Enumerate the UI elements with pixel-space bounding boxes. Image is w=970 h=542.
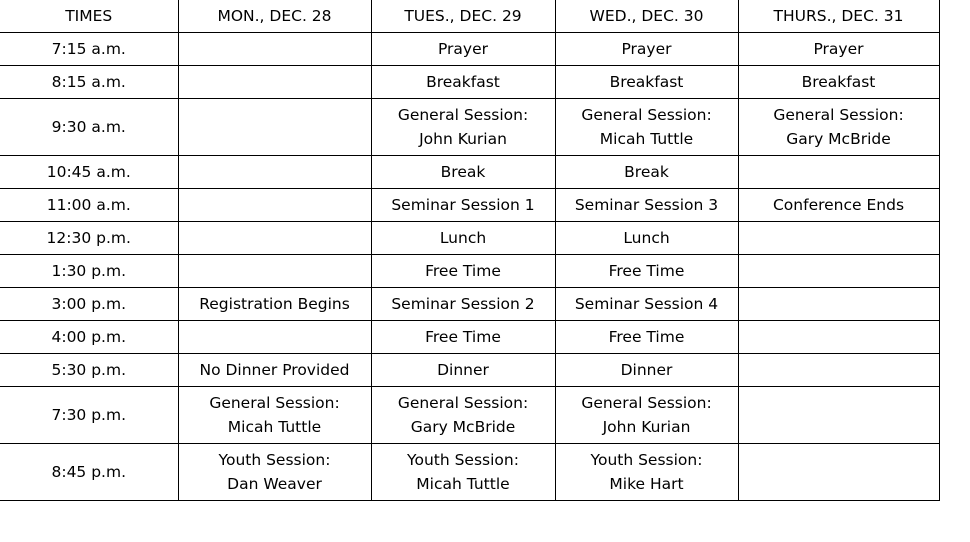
time-cell: 8:15 a.m. — [0, 66, 178, 99]
event-cell-mon — [178, 222, 371, 255]
event-text: Breakfast — [426, 73, 500, 91]
event-cell-tues — [371, 66, 555, 99]
schedule-body — [0, 33, 939, 501]
event-cell-mon — [178, 33, 371, 66]
event-cell-thurs — [738, 288, 939, 321]
event-cell-wed — [555, 156, 738, 189]
event-text: Prayer — [813, 40, 864, 58]
event-text: Micah Tuttle — [416, 475, 510, 493]
event-cell-mon — [178, 189, 371, 222]
event-text: General Session: — [581, 106, 712, 124]
event-cell-wed — [555, 444, 738, 501]
event-text: General Session: — [397, 394, 529, 412]
event-cell-tues — [371, 222, 555, 255]
event-text: Lunch — [623, 229, 670, 247]
event-text: Free Time — [425, 328, 501, 346]
event-text: Seminar Session 2 — [391, 295, 535, 313]
header-tues-dec-29: TUES., DEC. 29 — [371, 0, 555, 33]
event-cell-wed — [555, 189, 738, 222]
event-text: Seminar Session 1 — [391, 196, 535, 214]
table-row — [0, 321, 939, 354]
event-cell-mon — [178, 444, 371, 501]
event-cell-wed — [555, 354, 738, 387]
event-text: Micah Tuttle — [599, 130, 694, 148]
event-cell-mon — [178, 321, 371, 354]
table-row — [0, 99, 939, 156]
table-row — [0, 255, 939, 288]
event-text: Free Time — [608, 328, 685, 346]
event-text: John Kurian — [602, 418, 691, 436]
event-cell-tues — [371, 288, 555, 321]
event-text: Mike Hart — [609, 475, 684, 493]
schedule-header — [0, 0, 939, 33]
event-cell-thurs — [738, 255, 939, 288]
time-cell: 7:30 p.m. — [0, 387, 178, 444]
event-cell-wed — [555, 66, 738, 99]
event-cell-thurs — [738, 66, 939, 99]
time-cell: 5:30 p.m. — [0, 354, 178, 387]
header-times: TIMES — [0, 0, 178, 33]
event-text: Free Time — [608, 262, 685, 280]
event-cell-thurs — [738, 156, 939, 189]
table-row — [0, 66, 939, 99]
event-text: Youth Session: — [407, 451, 519, 469]
time-cell: 3:00 p.m. — [0, 288, 178, 321]
event-text: Micah Tuttle — [227, 418, 322, 436]
event-cell-thurs — [738, 321, 939, 354]
event-cell-tues — [371, 387, 555, 444]
table-row — [0, 222, 939, 255]
time-cell: 1:30 p.m. — [0, 255, 178, 288]
event-text: Breakfast — [609, 73, 684, 91]
event-text: Break — [624, 163, 669, 181]
table-row — [0, 156, 939, 189]
header-mon-dec-28: MON., DEC. 28 — [178, 0, 371, 33]
event-cell-mon — [178, 66, 371, 99]
event-text: Dinner — [620, 361, 673, 379]
time-cell: 8:45 p.m. — [0, 444, 178, 501]
time-cell: 10:45 a.m. — [0, 156, 178, 189]
event-cell-wed — [555, 288, 738, 321]
time-cell: 11:00 a.m. — [0, 189, 178, 222]
event-text: Gary McBride — [786, 130, 891, 148]
event-text: Breakfast — [801, 73, 876, 91]
event-cell-mon — [178, 288, 371, 321]
header-thurs-dec-31: THURS., DEC. 31 — [738, 0, 939, 33]
event-text: General Session: — [209, 394, 340, 412]
event-cell-tues — [371, 444, 555, 501]
event-text: Dinner — [437, 361, 489, 379]
table-row — [0, 189, 939, 222]
event-text: Prayer — [621, 40, 672, 58]
event-cell-mon — [178, 387, 371, 444]
event-text: Dan Weaver — [227, 475, 322, 493]
event-cell-tues — [371, 99, 555, 156]
event-cell-wed — [555, 387, 738, 444]
event-cell-thurs — [738, 99, 939, 156]
event-text: General Session: — [581, 394, 712, 412]
event-text: No Dinner Provided — [199, 361, 350, 379]
event-cell-thurs — [738, 444, 939, 501]
event-text: Gary McBride — [410, 418, 516, 436]
event-cell-mon — [178, 354, 371, 387]
event-text: Prayer — [437, 40, 489, 58]
table-row — [0, 444, 939, 501]
event-cell-mon — [178, 99, 371, 156]
event-cell-wed — [555, 222, 738, 255]
time-cell: 7:15 a.m. — [0, 33, 178, 66]
event-cell-wed — [555, 255, 738, 288]
table-row — [0, 33, 939, 66]
event-text: Conference Ends — [772, 196, 905, 214]
event-cell-wed — [555, 321, 738, 354]
time-cell: 12:30 p.m. — [0, 222, 178, 255]
event-cell-tues — [371, 156, 555, 189]
table-row — [0, 354, 939, 387]
event-text: General Session: — [773, 106, 904, 124]
event-text: John Kurian — [419, 130, 507, 148]
header-wed-dec-30: WED., DEC. 30 — [555, 0, 738, 33]
event-text: Seminar Session 4 — [574, 295, 719, 313]
event-cell-thurs — [738, 189, 939, 222]
event-cell-wed — [555, 99, 738, 156]
event-cell-tues — [371, 321, 555, 354]
event-cell-thurs — [738, 387, 939, 444]
event-text: Seminar Session 3 — [574, 196, 719, 214]
table-row — [0, 288, 939, 321]
table-row — [0, 387, 939, 444]
event-cell-thurs — [738, 222, 939, 255]
event-text: General Session: — [397, 106, 529, 124]
event-text: Free Time — [425, 262, 501, 280]
event-text: Lunch — [439, 229, 487, 247]
event-cell-mon — [178, 156, 371, 189]
time-cell: 4:00 p.m. — [0, 321, 178, 354]
event-cell-wed — [555, 33, 738, 66]
event-cell-thurs — [738, 354, 939, 387]
event-cell-tues — [371, 255, 555, 288]
event-cell-thurs — [738, 33, 939, 66]
event-text: Youth Session: — [590, 451, 703, 469]
event-text: Youth Session: — [218, 451, 331, 469]
time-cell: 9:30 a.m. — [0, 99, 178, 156]
event-cell-tues — [371, 189, 555, 222]
header-row — [0, 0, 939, 33]
event-text: Break — [440, 163, 486, 181]
event-cell-tues — [371, 33, 555, 66]
event-cell-mon — [178, 255, 371, 288]
event-cell-tues — [371, 354, 555, 387]
event-text: Registration Begins — [199, 295, 350, 313]
